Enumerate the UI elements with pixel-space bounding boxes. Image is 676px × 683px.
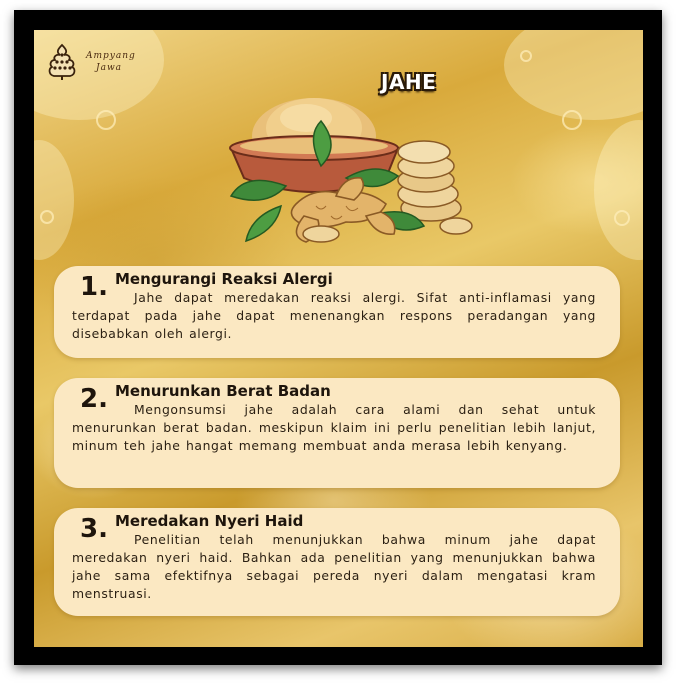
benefit-card xyxy=(54,378,620,488)
benefit-card xyxy=(54,508,620,616)
benefit-number: 1. xyxy=(80,272,108,302)
benefit-description-text: Jahe dapat meredakan reaksi alergi. Sifat anti-inflamasi yang terdapat pada jahe dapat menenangkan respons peradangan yang disebabkan oleh alergi. xyxy=(72,290,596,341)
decor-ring xyxy=(40,210,54,224)
logo-line-2: Jawa xyxy=(96,63,123,73)
decor-ring xyxy=(562,110,582,130)
brand-logo xyxy=(42,42,136,82)
benefit-title: Menurunkan Berat Badan xyxy=(115,382,331,400)
decor-ring xyxy=(520,50,532,62)
logo-line-1: Ampyang xyxy=(86,51,136,61)
ginger-powder-bowl-illustration xyxy=(226,66,476,246)
poster xyxy=(34,30,643,647)
benefit-description xyxy=(72,531,596,603)
benefit-number: 2. xyxy=(80,384,108,414)
benefit-description xyxy=(72,289,596,343)
decor-blob xyxy=(34,140,74,260)
decor-ring xyxy=(96,110,116,130)
benefit-title: Meredakan Nyeri Haid xyxy=(115,512,304,530)
ginger-plant-logo-icon xyxy=(42,42,82,82)
page-title: JAHE xyxy=(381,70,437,94)
decor-blob xyxy=(504,30,643,120)
ginger-illustration xyxy=(226,66,476,250)
benefit-title: Mengurangi Reaksi Alergi xyxy=(115,270,333,288)
decor-ring xyxy=(614,210,630,226)
logo-text xyxy=(86,50,136,74)
benefit-number: 3. xyxy=(80,514,108,544)
benefit-description-text: Penelitian telah menunjukkan bahwa minum jahe dapat meredakan nyeri haid. Bahkan ada penelitian yang menunjukkan bahwa jahe sama efektifnya sebagai pereda nyeri dalam mengatasi kram menstruasi. xyxy=(72,532,596,601)
benefit-description xyxy=(72,401,596,455)
benefit-description-text: Mengonsumsi jahe adalah cara alami dan sehat untuk menurunkan berat badan. meskipun klaim ini perlu penelitian lebih lanjut, minum teh jahe hangat memang membuat anda merasa lebih kenyang. xyxy=(72,402,596,453)
benefit-card xyxy=(54,266,620,358)
decor-blob xyxy=(594,120,643,260)
